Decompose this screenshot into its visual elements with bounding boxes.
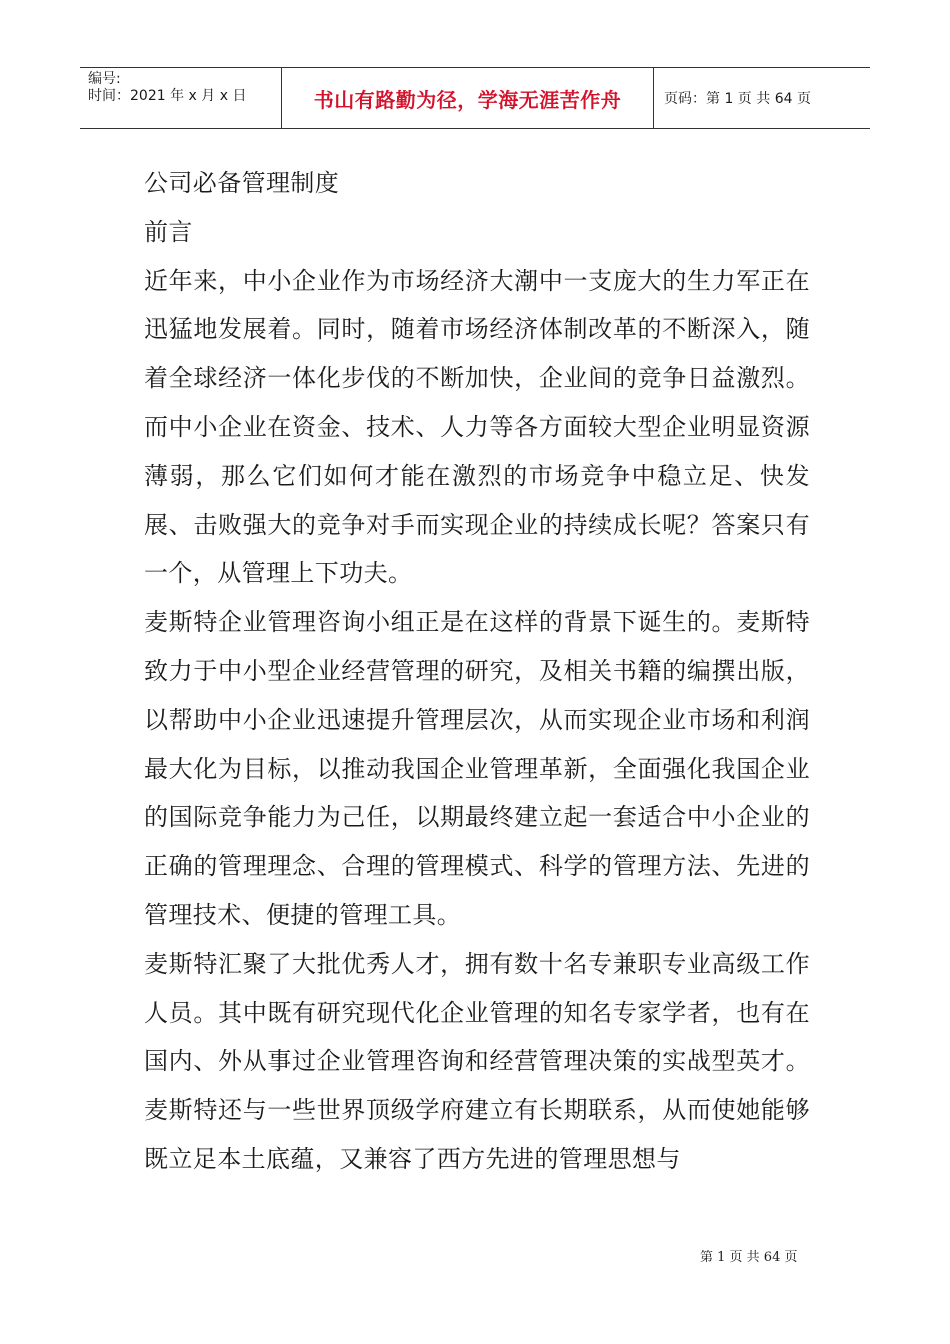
document-number-label: 编号: — [88, 71, 121, 87]
header-motto: 书山有路勤为径，学海无涯苦作舟 — [282, 68, 654, 128]
page-footer: 第 1 页 共 64 页 — [700, 1250, 798, 1265]
document-body — [144, 159, 810, 1184]
paragraph: 麦斯特企业管理咨询小组正是在这样的背景下诞生的。麦斯特致力于中小型企业经营管理的研究，及相关书籍的编撰出版，以帮助中小企业迅速提升管理层次，从而实现企业市场和利润最大化为目标，以推动我国企业管理革新，全面强化我国企业的国际竞争能力为己任，以期最终建立起一套适合中小企业的正确的管理理念、合理的管理模式、科学的管理方法、先进的管理技术、便捷的管理工具。 — [144, 608, 810, 929]
paragraph: 麦斯特汇聚了大批优秀人才，拥有数十名专兼职专业高级工作人员。其中既有研究现代化企业管理的知名专家学者，也有在国内、外从事过企业管理咨询和经营管理决策的实战型英才。麦斯特还与一些世界顶级学府建立有长期联系，从而使她能够既立足本土底蕴，又兼容了西方先进的管理思想与 — [144, 949, 810, 1173]
paragraph: 近年来，中小企业作为市场经济大潮中一支庞大的生力军正在迅猛地发展着。同时，随着市场经济体制改革的不断深入，随着全球经济一体化步伐的不断加快，企业间的竞争日益激烈。而中小企业在资金、技术、人力等各方面较大型企业明显资源薄弱，那么它们如何才能在激烈的市场竞争中稳立足、快发展、击败强大的竞争对手而实现企业的持续成长呢？答案只有一个，从管理上下功夫。 — [144, 266, 810, 588]
section-heading: 前言 — [144, 217, 193, 246]
header-meta — [80, 68, 282, 128]
page-header — [80, 67, 870, 129]
document-title: 公司必备管理制度 — [144, 169, 340, 197]
document-date: 时间：2021 年 x 月 x 日 — [88, 88, 247, 104]
header-page-info: 页码：第 1 页 共 64 页 — [664, 91, 811, 107]
